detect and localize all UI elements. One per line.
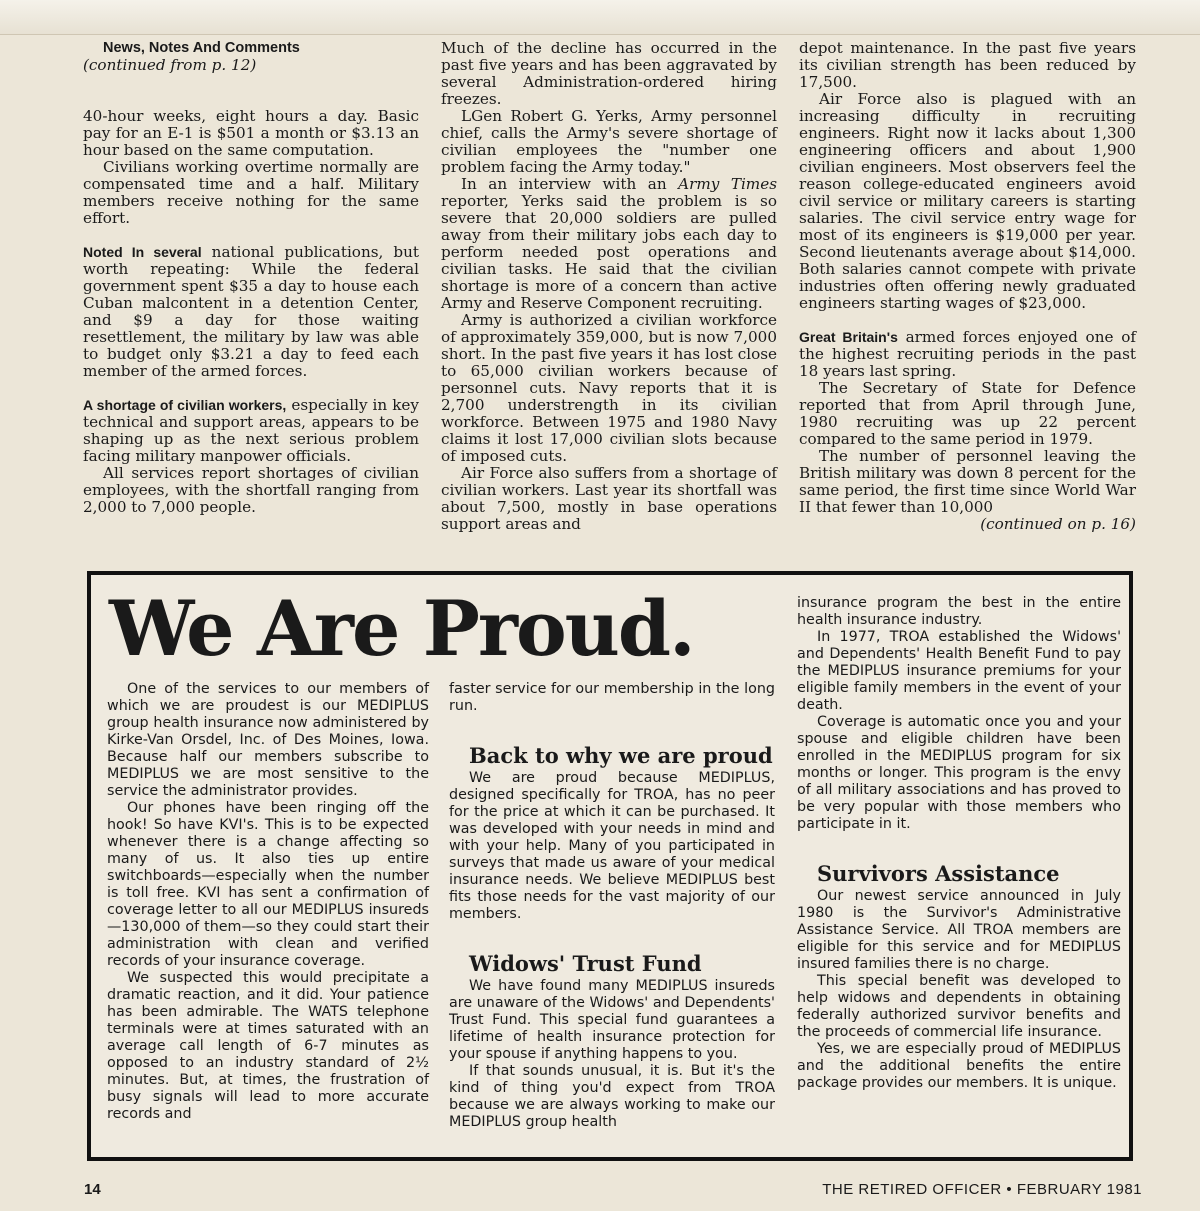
- ad-paragraph: In 1977, TROA established the Widows' and Dependents' Health Benefit Fund to pay the MEDIPLUS insurance premiums for your eligible family members in the event of your death.: [797, 629, 1121, 713]
- ad-column-1: [107, 681, 429, 1123]
- ad-box: [87, 571, 1133, 1161]
- article-paragraph: The Secretary of State for Defence reported that from April through June, 1980 recruiting was up 22 percent compared to the same period in 1979.: [799, 379, 1136, 448]
- ad-column-3: [797, 595, 1121, 1092]
- continued-on-note: (continued on p. 16): [980, 515, 1136, 533]
- ad-paragraph: Our newest service announced in July 1980 is the Survivor's Administrative Assistance Service. All TROA members are eligible for this service and for MEDIPLUS insured families there is no charge.: [797, 888, 1121, 972]
- ad-paragraph: Coverage is automatic once you and your spouse and eligible children have been enrolled in the MEDIPLUS program for six months or longer. This program is the envy of all military associations and has proved to be very popular with those members who participate in it.: [797, 714, 1121, 832]
- lead-in-great-britain: Great Britain's: [799, 329, 898, 345]
- ad-column-2: [449, 681, 775, 1131]
- article-paragraph: LGen Robert G. Yerks, Army personnel chief, calls the Army's severe shortage of civilian employees the "number one problem facing the Army today.": [441, 107, 777, 176]
- publication-name: Army Times: [678, 175, 777, 193]
- ad-paragraph: This special benefit was developed to help widows and dependents in obtaining federally authorized survivor benefits and the proceeds of commercial life insurance.: [797, 973, 1121, 1040]
- ad-paragraph: faster service for our membership in the long run.: [449, 681, 775, 714]
- article-paragraph: All services report shortages of civilian employees, with the shortfall ranging from 2,000 to 7,000 people.: [83, 464, 419, 516]
- article-paragraph: Army is authorized a civilian workforce of approximately 359,000, but is now 7,000 short. In the past five years it has lost close to 65,000 civilian workers because of personnel cuts. Navy reports that it is 2,700 understrength in its civilian workforce. Between 1975 and 1980 Navy claims it lost 17,000 civilian slots because of imposed cuts.: [441, 311, 777, 465]
- page-number: 14: [84, 1181, 101, 1198]
- ad-paragraph: We suspected this would precipitate a dramatic reaction, and it did. Your patience has been admirable. The WATS telephone terminals were at times saturated with an average call length of 6-7 minutes as opposed to an industry standard of 2½ minutes. But, at times, the frustration of busy signals will lead to more accurate records and: [107, 970, 429, 1122]
- news-column-3: [799, 40, 1136, 533]
- publication-footer: THE RETIRED OFFICER • FEBRUARY 1981: [822, 1181, 1142, 1198]
- lead-in-shortage: A shortage of civilian workers,: [83, 397, 287, 413]
- ad-subheading: Widows' Trust Fund: [469, 951, 702, 976]
- news-column-1: [83, 40, 419, 516]
- ad-subheading: Survivors Assistance: [817, 861, 1060, 886]
- ad-paragraph: Yes, we are especially proud of MEDIPLUS and the additional benefits the entire package provides our members. It is unique.: [797, 1041, 1121, 1091]
- ad-title: We Are Proud.: [109, 584, 694, 673]
- text-run: reporter, Yerks said the problem is so severe that 20,000 soldiers are pulled away from their military jobs each day to perform needed post operations and civilian tasks. He said that the civilian shortage is more of a concern than active Army and Reserve Component recruiting.: [441, 192, 777, 312]
- lead-in-noted: Noted In several: [83, 244, 202, 260]
- ad-paragraph: Our phones have been ringing off the hook! So have KVI's. This is to be expected whenever there is a change affecting so many of us. It also ties up entire switchboards—especially when the number is toll free. KVI has sent a confirmation of coverage letter to all our MEDIPLUS insureds—130,000 of them—so they could start their administration with clean and verified records of your insurance coverage.: [107, 800, 429, 969]
- article-paragraph: [441, 176, 777, 312]
- page-top-band: [0, 0, 1200, 35]
- article-paragraph: [799, 329, 1136, 380]
- ad-paragraph: We are proud because MEDIPLUS, designed specifically for TROA, has no peer for the price at which it can be purchased. It was developed with your needs in mind and with your help. Many of you participated in surveys that made us aware of your medical insurance needs. We believe MEDIPLUS best fits those needs for the vast majority of our members.: [449, 770, 775, 922]
- article-paragraph: 40-hour weeks, eight hours a day. Basic pay for an E-1 is $501 a month or $3.13 an hour based on the same computation.: [83, 107, 419, 159]
- article-paragraph: Civilians working overtime normally are compensated time and a half. Military members receive nothing for the same effort.: [83, 158, 419, 227]
- article-paragraph: [83, 397, 419, 465]
- continued-from-note: (continued from p. 12): [83, 56, 257, 74]
- article-paragraph: The number of personnel leaving the British military was down 8 percent for the same period, the first time since World War II that fewer than 10,000: [799, 447, 1136, 516]
- gb-text: armed forces enjoyed one of the highest recruiting periods in the past 18 years last spring.: [799, 328, 1137, 380]
- article-paragraph: Much of the decline has occurred in the past five years and has been aggravated by several Administration-ordered hiring freezes.: [441, 39, 777, 108]
- ad-paragraph: One of the services to our members of which we are proudest is our MEDIPLUS group health insurance now administered by Kirke-Van Orsdel, Inc. of Des Moines, Iowa. Because half our members subscribe to MEDIPLUS we are most sensitive to the service the administrator provides.: [107, 681, 429, 799]
- article-paragraph: Air Force also suffers from a shortage of civilian workers. Last year its shortfall was about 7,500, mostly in base operations support areas and: [441, 464, 777, 533]
- article-paragraph: depot maintenance. In the past five years its civilian strength has been reduced by 17,500.: [799, 39, 1136, 91]
- article-paragraph: [83, 244, 419, 380]
- section-header: News, Notes And Comments: [103, 40, 300, 56]
- ad-paragraph: If that sounds unusual, it is. But it's the kind of thing you'd expect from TROA because we are always working to make our MEDIPLUS group health: [449, 1063, 775, 1130]
- ad-subheading: Back to why we are proud: [469, 743, 773, 768]
- ad-paragraph: insurance program the best in the entire health insurance industry.: [797, 595, 1121, 628]
- news-column-2: [441, 40, 777, 533]
- article-paragraph: Air Force also is plagued with an increasing difficulty in recruiting engineers. Right now it lacks about 1,300 engineering officers and about 1,900 civilian engineers. Most observers feel the reason college-educated engineers avoid civil service or military careers is starting salaries. The civil service entry wage for most of its engineers is $19,000 per year. Second lieutenants average about $14,000. Both salaries cannot compete with private industries often offering newly graduated engineers starting wages of $23,000.: [799, 90, 1136, 312]
- noted-text: national publications, but worth repeating: While the federal government spent $35 a day to house each Cuban malcontent in a detention Center, and $9 a day for those waiting resettlement, the military by law was able to budget only $3.21 a day to feed each member of the armed forces.: [83, 243, 420, 380]
- shortage-text: especially in key technical and support areas, appears to be shaping up as the next serious problem facing military manpower officials.: [83, 396, 419, 465]
- ad-paragraph: We have found many MEDIPLUS insureds are unaware of the Widows' and Dependents' Trust Fund. This special fund guarantees a lifetime of health insurance protection for your spouse if anything happens to you.: [449, 978, 775, 1062]
- text-run: In an interview with an: [461, 175, 679, 193]
